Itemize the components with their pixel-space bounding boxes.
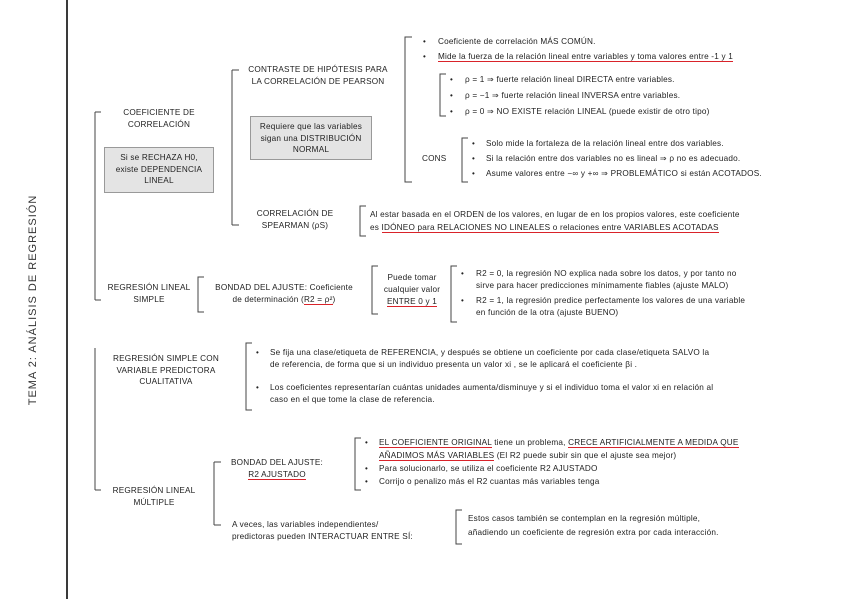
rho-bullet-3: ρ = 0 ⇒ NO EXISTE relación LINEAL (puede existir de otro tipo) <box>465 107 710 116</box>
bullet: • <box>450 75 453 84</box>
spearman-line-2 <box>370 222 840 234</box>
pearson-box-text: Requiere que las variables sigan una DISTRIBUCIÓN NORMAL <box>259 122 363 154</box>
simple-bondad-2a: de determinación ( <box>232 295 304 304</box>
cualitativa-b1-line-1: Se fija una clase/etiqueta de REFERENCIA, y después se obtiene un coeficiente por cada clase/etiqueta SALVO la <box>270 348 710 357</box>
coef-box-text: Si se RECHAZA H0, existe DEPENDENCIA LINEAL <box>115 153 203 185</box>
simple-bondad-2u: R2 = ρ² <box>303 295 333 304</box>
coef-title: COEFICIENTE DE CORRELACIÓN <box>123 108 195 129</box>
multiple-bondad-line-1: BONDAD DEL AJUSTE: <box>230 458 323 467</box>
bullet: • <box>365 464 368 473</box>
inter-line-1: A veces, las variables independientes/ <box>232 520 379 529</box>
spearman-title: CORRELACIÓN DE SPEARMAN (ρS) <box>256 209 334 230</box>
rho-bullet-1: ρ = 1 ⇒ fuerte relación lineal DIRECTA entre variables. <box>465 75 675 84</box>
pearson-title: CONTRASTE DE HIPÓTESIS PARA LA CORRELACIÓN DE PEARSON <box>248 65 388 86</box>
cons-bullet-1: Solo mide la fortaleza de la relación lineal entre dos variables. <box>486 139 724 148</box>
cons-label: CONS <box>422 154 447 163</box>
bullet: • <box>256 383 259 392</box>
inter-text-line-2: añadiendo un coeficiente de regresión extra por cada interacción. <box>468 528 719 537</box>
cualitativa-title: REGRESIÓN SIMPLE CON VARIABLE PREDICTORA CUALITATIVA <box>113 354 219 386</box>
cualitativa-b2-line-1: Los coeficientes representarían cuántas unidades aumenta/disminuye y si el individuo toma el valor xi en relación al <box>270 383 714 392</box>
spearman-line-2-u: IDÓNEO para RELACIONES NO LINEALES o relaciones entre VARIABLES ACOTADAS <box>381 223 719 232</box>
bullet: • <box>256 348 259 357</box>
pearson-bullet-2 <box>438 51 838 63</box>
cons-bullet-3: Asume valores entre −∞ y +∞ ⇒ PROBLEMÁTICO si están ACOTADOS. <box>486 169 762 178</box>
spearman-line-1: Al estar basada en el ORDEN de los valores, en lugar de en los propios valores, este coeficiente <box>370 210 740 219</box>
bullet: • <box>423 37 426 46</box>
r2-1-line-2: en función de la otra (ajuste BUENO) <box>476 308 619 317</box>
coef-box <box>104 147 214 193</box>
r2-1-line-1: R2 = 1, la regresión predice perfectamente los valores de una variable <box>476 296 746 305</box>
puede-line-1: Puede tomar <box>387 273 437 282</box>
r2-0-line-1: R2 = 0, la regresión NO explica nada sobre los datos, y por tanto no <box>476 269 737 278</box>
puede-line-3-text: ENTRE 0 y 1 <box>387 297 437 306</box>
multiple-b1-line-1 <box>379 437 839 449</box>
puede-line-3 <box>377 296 447 308</box>
cualitativa-b1-line-2: de referencia, de forma que si un individuo presenta un valor xi , se le aplicará el coeficiente βi . <box>270 360 638 369</box>
bullet: • <box>472 154 475 163</box>
spearman-line-2-a: es <box>370 223 382 232</box>
cualitativa-b2-line-2: caso en el que tome la clase de referencia. <box>270 395 435 404</box>
multiple-b1-b: (El R2 puede subir sin que el ajuste sea mejor) <box>494 451 677 460</box>
pearson-box <box>250 116 372 160</box>
bullet: • <box>365 477 368 486</box>
inter-text-line-1: Estos casos también se contemplan en la regresión múltiple, <box>468 514 701 523</box>
inter-line-2: predictoras pueden INTERACTUAR ENTRE SÍ: <box>232 532 413 541</box>
multiple-title: REGRESIÓN LINEAL MÚLTIPLE <box>112 486 196 507</box>
bullet: • <box>472 169 475 178</box>
cons-bullet-2: Si la relación entre dos variables no es lineal ⇒ ρ no es adecuado. <box>486 154 741 163</box>
simple-title: REGRESIÓN LINEAL SIMPLE <box>107 283 191 304</box>
bullet: • <box>365 438 368 447</box>
multiple-b2: Para solucionarlo, se utiliza el coeficiente R2 AJUSTADO <box>379 464 598 473</box>
multiple-b1-u2: CRECE ARTIFICIALMENTE A MEDIDA QUE <box>568 438 739 447</box>
pearson-bullet-1: Coeficiente de correlación MÁS COMÚN. <box>438 37 596 46</box>
multiple-b3: Corrijo o penalizo más el R2 cuantas más variables tenga <box>379 477 600 486</box>
multiple-b1-u3: AÑADIMOS MÁS VARIABLES <box>379 451 495 460</box>
page-title: TEMA 2: ANÁLISIS DE REGRESIÓN <box>27 194 39 406</box>
bullet: • <box>450 91 453 100</box>
bullet: • <box>472 139 475 148</box>
rho-bullet-2: ρ = −1 ⇒ fuerte relación lineal INVERSA entre variables. <box>465 91 681 100</box>
puede-line-2: cualquier valor <box>383 285 441 294</box>
multiple-b1-u1: EL COEFICIENTE ORIGINAL <box>379 438 492 447</box>
simple-bondad-line-1: BONDAD DEL AJUSTE: Coeficiente <box>215 283 353 292</box>
multiple-b1-line-2 <box>379 450 839 462</box>
bullet: • <box>461 296 464 305</box>
simple-bondad-line-2 <box>204 294 364 306</box>
pearson-bullet-2-text: Mide la fuerza de la relación lineal entre variables y toma valores entre -1 y 1 <box>438 52 733 61</box>
simple-bondad-2b: ) <box>332 295 336 304</box>
multiple-bondad-line-2-text: R2 AJUSTADO <box>248 470 306 479</box>
bullet: • <box>450 107 453 116</box>
bullet: • <box>423 52 426 61</box>
multiple-bondad-line-2 <box>222 469 332 481</box>
bullet: • <box>461 269 464 278</box>
multiple-b1-a: tiene un problema, <box>491 438 569 447</box>
r2-0-line-2: sirve para hacer predicciones mínimamente fiables (ajuste MALO) <box>476 281 729 290</box>
